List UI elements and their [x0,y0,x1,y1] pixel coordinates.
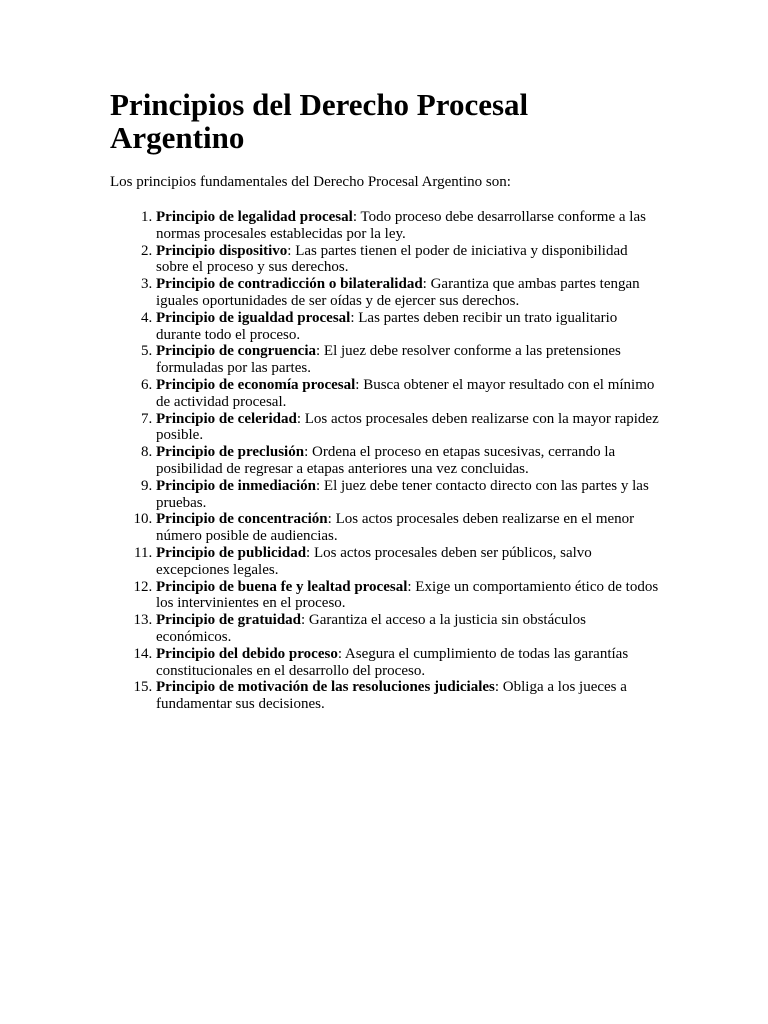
list-item [156,377,659,411]
principle-description: : Los actos procesales deben realizarse con la mayor rapidez posible. [156,410,659,444]
principle-description: : Busca obtener el mayor resultado con el mínimo de actividad procesal. [156,376,655,410]
list-item [156,478,659,512]
principle-name: Principio dispositivo [156,242,288,259]
principle-description: : Las partes tienen el poder de iniciativa y disponibilidad sobre el proceso y sus derechos. [156,242,628,276]
principle-name: Principio de igualdad procesal [156,309,351,326]
list-item [156,612,659,646]
principle-description: : Ordena el proceso en etapas sucesivas, cerrando la posibilidad de regresar a etapas anteriores una vez concluidas. [156,444,616,477]
page-title: Principios del Derecho Procesal Argentino [110,87,529,155]
principle-name: Principio de gratuidad [156,612,302,629]
principle-description: : Los actos procesales deben realizarse en el menor número posible de audiencias. [156,511,635,545]
principle-description: : Garantiza el acceso a la justicia sin obstáculos económicos. [156,612,586,645]
principle-name: Principio de motivación de las resoluciones judiciales [156,679,495,696]
list-item [156,679,659,713]
principle-description: : Todo proceso debe desarrollarse conforme a las normas procesales establecidas por la ley. [156,209,646,242]
list-item [156,411,659,445]
principle-name: Principio de celeridad [156,410,297,427]
principle-name: Principio de preclusión [156,444,305,461]
principle-name: Principio de publicidad [156,544,307,561]
principles-list [110,209,659,713]
principle-description: : El juez debe resolver conforme a las pretensiones formuladas por las partes. [156,343,621,377]
list-item [156,579,659,613]
list-item [156,276,659,310]
principle-description: : Obliga a los jueces a fundamentar sus decisiones. [156,679,627,713]
list-item [156,209,659,243]
principle-name: Principio de concentración [156,511,328,528]
principle-name: Principio de congruencia [156,343,316,360]
principle-name: Principio del debido proceso [156,645,338,662]
principle-description: : Los actos procesales deben ser públicos, salvo excepciones legales. [156,544,592,578]
principle-name: Principio de contradicción o bilateralidad [156,276,423,293]
intro-paragraph: Los principios fundamentales del Derecho Procesal Argentino son: [110,174,511,190]
principle-description: : Exige un comportamiento ético de todos los intervinientes en el proceso. [156,578,659,612]
principle-name: Principio de buena fe y lealtad procesal [156,578,408,595]
list-item [156,343,659,377]
principle-description: : Asegura el cumplimiento de todas las garantías constitucionales en el desarrollo del proceso. [156,645,629,679]
list-item [156,310,659,344]
principle-description: : El juez debe tener contacto directo con las partes y las pruebas. [156,477,649,511]
principle-name: Principio de legalidad procesal [156,209,353,225]
list-item [156,646,659,680]
principle-description: : Garantiza que ambas partes tengan iguales oportunidades de ser oídas y de ejercer sus derechos. [156,276,640,309]
principle-name: Principio de inmediación [156,477,317,494]
principle-description: : Las partes deben recibir un trato igualitario durante todo el proceso. [156,309,618,343]
list-item [156,444,659,478]
principle-name: Principio de economía procesal [156,376,356,393]
list-item [156,243,659,277]
list-item [156,511,659,545]
list-item [156,545,659,579]
